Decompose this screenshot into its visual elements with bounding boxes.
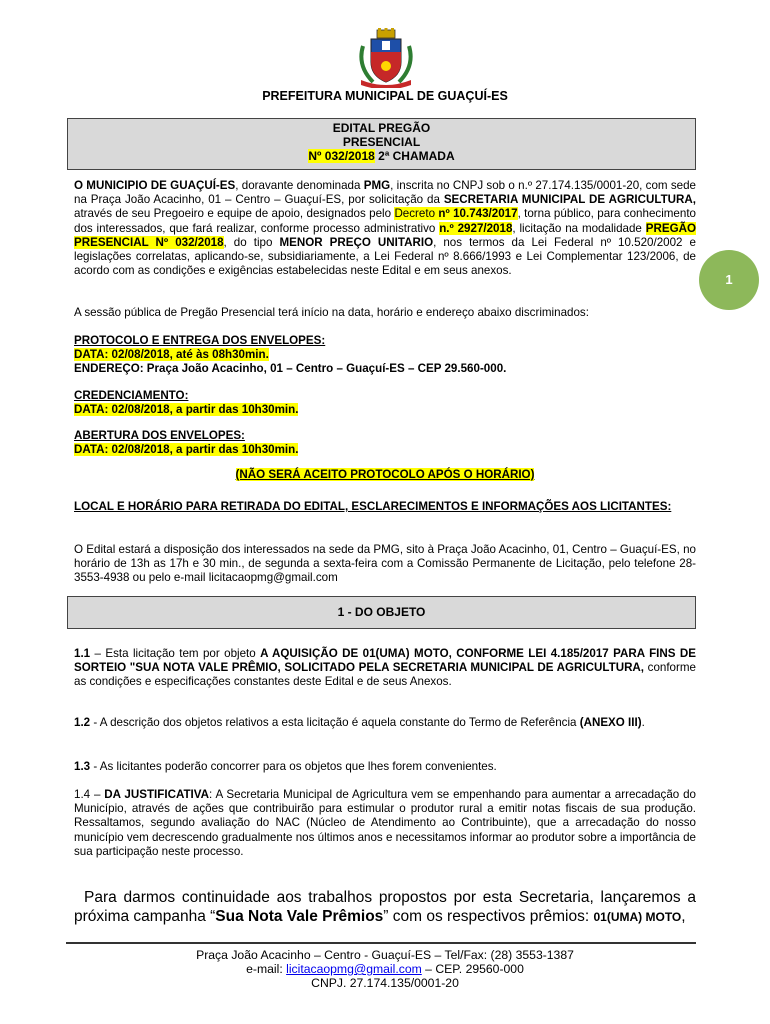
page-number-badge: 1 <box>699 250 759 310</box>
edital-title-line2: PRESENCIAL <box>342 135 421 149</box>
edital-title-line1: EDITAL PREGÃO <box>332 121 431 135</box>
municipal-coat-of-arms <box>355 28 417 88</box>
warning-text: (NÃO SERÁ ACEITO PROTOCOLO APÓS O HORÁRIO) <box>235 468 535 481</box>
credenciamento-block <box>74 389 696 417</box>
edital-number-line <box>68 149 695 163</box>
session-text: A sessão pública de Pregão Presencial terá início na data, horário e endereço abaixo discriminados: <box>74 306 589 319</box>
abertura-date: DATA: 02/08/2018, a partir das 10h30min. <box>74 443 299 457</box>
warning-line <box>74 468 696 482</box>
footer-divider <box>66 942 696 944</box>
item-1-1: 1.1 – Esta licitação tem por objeto A AQUISIÇÃO DE 01(UMA) MOTO, CONFORME LEI 4.185/2017 PARA FINS DE SORTEIO "SUA NOTA VALE PRÊMIO, SOLICITADO PELA SECRETARIA MUNICIPAL DE AGRICULTURA, conforme as condições e especificações constantes deste Edital e de seus Anexos. <box>74 647 696 689</box>
municipality-title: PREFEITURA MUNICIPAL DE GUAÇUÍ-ES <box>262 89 508 103</box>
footer-address: Praça João Acacinho – Centro - Guaçuí-ES – Tel/Fax: (28) 3553-1387 <box>196 948 574 962</box>
protocolo-date: DATA: 02/08/2018, até às 08h30min. <box>74 348 269 362</box>
footer-contact: e-mail: licitacaopmg@gmail.com – CEP. 29560-000 <box>246 962 524 976</box>
protocolo-block <box>74 334 696 377</box>
process-number: n.º 2927/2018 <box>439 221 513 235</box>
abertura-heading: ABERTURA DOS ENVELOPES: <box>74 429 245 442</box>
address-text: Praça João Acacinho, 01 – Centro – Guaçuí-ES – CEP 29.560-000. <box>143 362 507 376</box>
credenciamento-heading: CREDENCIAMENTO: <box>74 389 189 402</box>
protocolo-heading: PROTOCOLO E ENTREGA DOS ENVELOPES: <box>74 334 326 347</box>
credenciamento-date: DATA: 02/08/2018, a partir das 10h30min. <box>74 403 299 417</box>
edital-call: 2ª CHAMADA <box>374 149 455 163</box>
decree-number: nº 10.743/2017 <box>438 207 518 221</box>
page-footer <box>0 948 770 990</box>
local-text: O Edital estará a disposição dos interessados na sede da PMG, sito à Praça João Acacinho, 01, Centro – Guaçuí-ES, no horário de 13h as 17h e 30 min., de segunda a sexta-feira com a Comissão Permanente de Licitação, pelo telefone 28-3553-4938 ou pelo e-mail licitacaopmg@gmail.com <box>74 543 696 585</box>
footer-email-link[interactable]: licitacaopmg@gmail.com <box>286 962 422 976</box>
item-1-2: 1.2 - A descrição dos objetos relativos a esta licitação é aquela constante do Termo de Referência (ANEXO III). <box>74 716 645 729</box>
item-1-3: 1.3 - As licitantes poderão concorrer para os objetos que lhes forem convenientes. <box>74 760 497 773</box>
item-1-4: 1.4 – DA JUSTIFICATIVA: A Secretaria Municipal de Agricultura vem se empenhando para aumentar a arrecadação do Município, através de ações que contribuirão para estimular o produtor rural a emitir notas fiscais de sua produção. Ressaltamos, segundo avaliação do NAC (Núcleo de Atendimento ao Contribuinte), que a arrecadação do nosso município vem decrescendo gradualmente nos últimos anos e necessitamos informar ao produtor sobre a importância de sua participação neste processo. <box>74 788 696 858</box>
footer-cnpj: CNPJ. 27.174.135/0001-20 <box>311 976 459 990</box>
decree-ref: Decreto <box>394 207 439 221</box>
address-label: ENDEREÇO: <box>74 362 144 376</box>
local-heading: LOCAL E HORÁRIO PARA RETIRADA DO EDITAL, ESCLARECIMENTOS E INFORMAÇÕES AOS LICITANTES: <box>74 500 672 513</box>
edital-title-box <box>67 118 696 170</box>
closing-paragraph: Para darmos continuidade aos trabalhos propostos por esta Secretaria, lançaremos a próxima campanha “Sua Nota Vale Prêmios” com os respectivos prêmios: 01(UMA) MOTO, <box>74 889 696 925</box>
edital-number: Nº 032/2018 <box>308 149 375 163</box>
abertura-block <box>74 429 696 457</box>
pregao-number: PREGÃO PRESENCIAL Nº 032/2018 <box>74 221 696 249</box>
intro-paragraph: O MUNICIPIO DE GUAÇUÍ-ES, doravante denominada PMG, inscrita no CNPJ sob o n.º 27.174.135/0001-20, com sede na Praça João Acacinho, 01 – Centro – Guaçuí-ES, por solicitação da SECRETARIA MUNICIPAL DE AGRICULTURA, através de seu Pregoeiro e equipe de apoio, designados pelo Decreto nº 10.743/2017, torna público, para conhecimento dos interessados, que fará realizar, conforme processo administrativo n.º 2927/2018, licitação na modalidade PREGÃO PRESENCIAL Nº 032/2018, do tipo MENOR PREÇO UNITARIO, nos termos da Lei Federal nº 10.520/2002 e legislações correlatas, aplicando-se, subsidiariamente, a Lei Federal nº 8.666/1993 e Lei Complementar 123/2006, de acordo com as condições e exigências estabelecidas neste Edital e em seus anexos. <box>74 179 696 278</box>
section-objeto-header: 1 - DO OBJETO <box>67 596 696 629</box>
